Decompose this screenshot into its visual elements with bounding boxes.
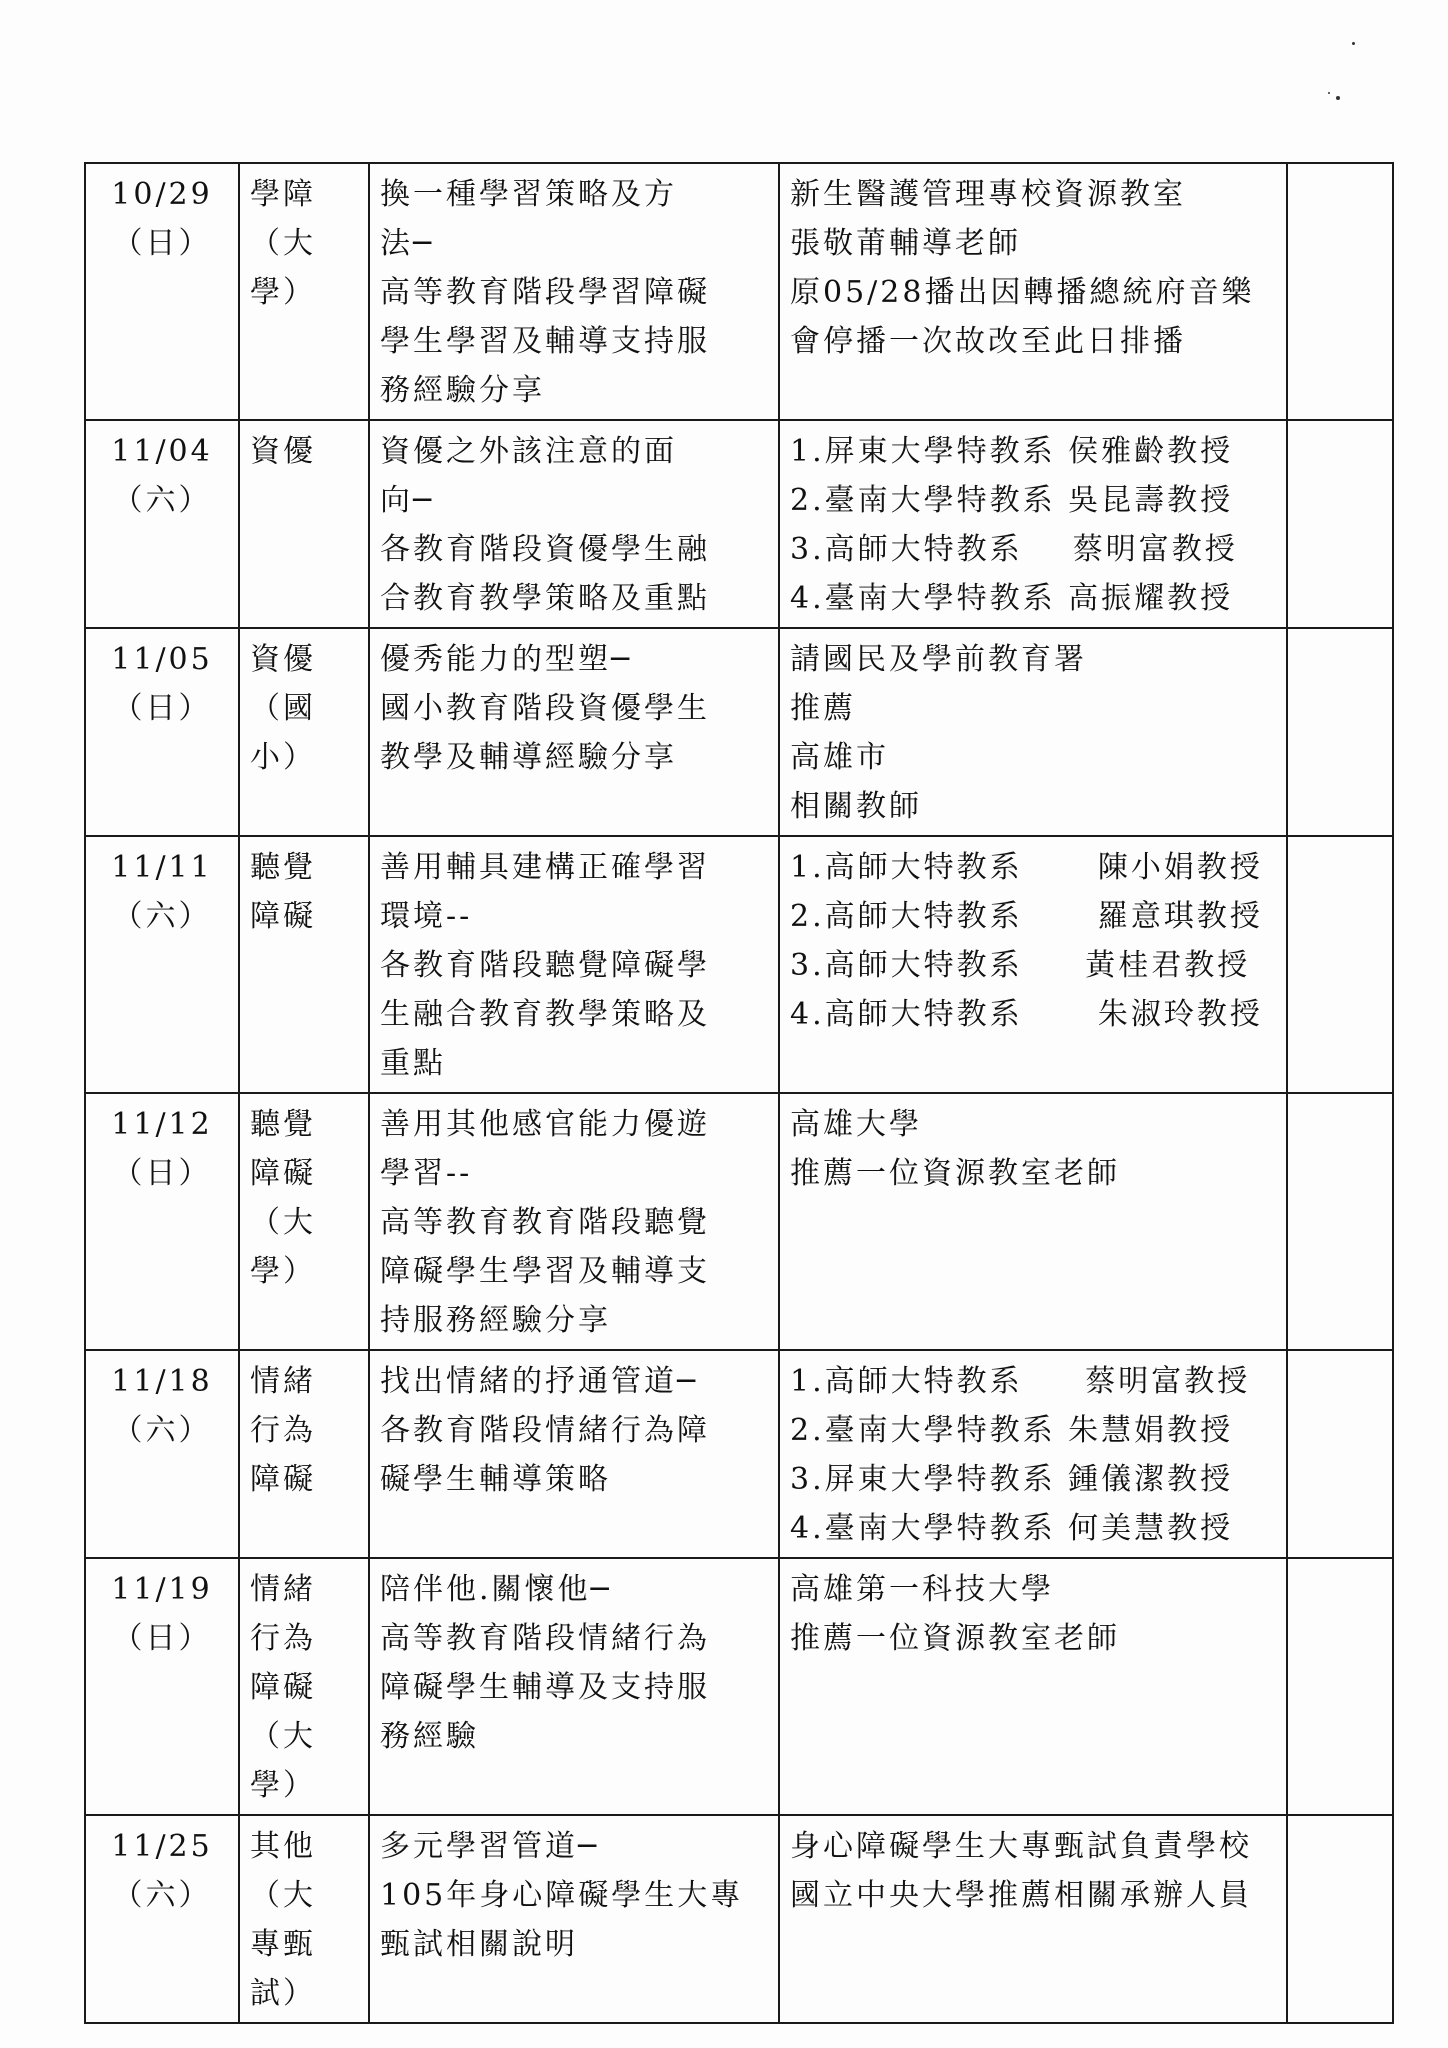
date-text: 11/19 bbox=[111, 1572, 213, 1607]
date-text: 11/05 bbox=[111, 642, 213, 677]
category-line: 障礙 bbox=[250, 899, 316, 934]
date-cell bbox=[85, 163, 239, 420]
scan-speck bbox=[1336, 96, 1340, 100]
category-line: 情緒 bbox=[250, 1364, 316, 1399]
speaker-line: 新生醫護管理專校資源教室 bbox=[790, 177, 1186, 212]
speaker-line: 3.高師大特教系 蔡明富教授 bbox=[790, 532, 1238, 567]
schedule-row bbox=[85, 836, 1393, 1093]
speaker-line: 1.高師大特教系 蔡明富教授 bbox=[790, 1364, 1251, 1399]
speaker-line: 推薦一位資源教室老師 bbox=[790, 1621, 1120, 1656]
topic-cell bbox=[369, 1558, 779, 1815]
date-cell bbox=[85, 628, 239, 836]
speaker-line: 推薦一位資源教室老師 bbox=[790, 1156, 1120, 1191]
speaker-line: 推薦 bbox=[790, 691, 856, 726]
schedule-row bbox=[85, 1558, 1393, 1815]
category-line: （大 bbox=[250, 1878, 316, 1913]
speaker-line: 3.高師大特教系 黃桂君教授 bbox=[790, 948, 1251, 983]
category-cell bbox=[239, 1815, 369, 2023]
topic-line: 教學及輔導經驗分享 bbox=[380, 740, 677, 775]
note-cell bbox=[1287, 1558, 1393, 1815]
topic-line: 國小教育階段資優學生 bbox=[380, 691, 710, 726]
topic-line: 環境-- bbox=[380, 899, 473, 934]
topic-cell bbox=[369, 628, 779, 836]
weekday-text: （六） bbox=[112, 483, 212, 518]
schedule-row bbox=[85, 1350, 1393, 1558]
category-cell bbox=[239, 420, 369, 628]
topic-line: 合教育教學策略及重點 bbox=[380, 581, 710, 616]
speaker-line: 會停播一次故改至此日排播 bbox=[790, 324, 1186, 359]
topic-line: 務經驗分享 bbox=[380, 373, 545, 408]
speaker-line: 4.高師大特教系 朱淑玲教授 bbox=[790, 997, 1263, 1032]
topic-line: 重點 bbox=[380, 1046, 446, 1081]
topic-line: 生融合教育教學策略及 bbox=[380, 997, 710, 1032]
topic-line: 善用其他感官能力優遊 bbox=[380, 1107, 710, 1142]
category-line: 障礙 bbox=[250, 1156, 316, 1191]
date-text: 11/12 bbox=[111, 1107, 213, 1142]
category-line: （大 bbox=[250, 1205, 316, 1240]
note-cell bbox=[1287, 1093, 1393, 1350]
topic-line: 礙學生輔導策略 bbox=[380, 1462, 611, 1497]
speaker-line: 2.高師大特教系 羅意琪教授 bbox=[790, 899, 1263, 934]
category-line: 聽覺 bbox=[250, 850, 316, 885]
category-line: 資優 bbox=[250, 642, 316, 677]
schedule-row bbox=[85, 1093, 1393, 1350]
speaker-line: 1.高師大特教系 陳小娟教授 bbox=[790, 850, 1263, 885]
speaker-line: 身心障礙學生大專甄試負責學校 bbox=[790, 1829, 1252, 1864]
topic-cell bbox=[369, 420, 779, 628]
topic-line: 各教育階段資優學生融 bbox=[380, 532, 710, 567]
broadcast-schedule-table bbox=[84, 162, 1394, 2024]
schedule-row bbox=[85, 628, 1393, 836]
date-text: 10/29 bbox=[111, 177, 213, 212]
category-line: （大 bbox=[250, 226, 316, 261]
category-cell bbox=[239, 836, 369, 1093]
speaker-line: 原05/28播出因轉播總統府音樂 bbox=[790, 275, 1255, 310]
topic-line: 多元學習管道─ bbox=[380, 1829, 600, 1864]
topic-line: 高等教育階段情緒行為 bbox=[380, 1621, 710, 1656]
category-cell bbox=[239, 1558, 369, 1815]
schedule-body bbox=[85, 163, 1393, 2023]
topic-line: 學習-- bbox=[380, 1156, 473, 1191]
speaker-line: 4.臺南大學特教系 高振耀教授 bbox=[790, 581, 1234, 616]
speaker-line: 國立中央大學推薦相關承辦人員 bbox=[790, 1878, 1252, 1913]
topic-line: 105年身心障礙學生大專 bbox=[380, 1878, 744, 1913]
topic-line: 找出情緒的抒通管道─ bbox=[380, 1364, 699, 1399]
speaker-cell bbox=[779, 1558, 1287, 1815]
note-cell bbox=[1287, 420, 1393, 628]
category-line: 情緒 bbox=[250, 1572, 316, 1607]
schedule-row bbox=[85, 1815, 1393, 2023]
speaker-line: 高雄第一科技大學 bbox=[790, 1572, 1054, 1607]
category-line: 小） bbox=[250, 740, 316, 775]
weekday-text: （日） bbox=[112, 1621, 212, 1656]
topic-line: 高等教育階段學習障礙 bbox=[380, 275, 710, 310]
topic-line: 障礙學生學習及輔導支 bbox=[380, 1254, 710, 1289]
speaker-line: 高雄市 bbox=[790, 740, 889, 775]
note-cell bbox=[1287, 1350, 1393, 1558]
category-cell bbox=[239, 163, 369, 420]
speaker-line: 請國民及學前教育署 bbox=[790, 642, 1087, 677]
category-cell bbox=[239, 1350, 369, 1558]
category-line: 學） bbox=[250, 1768, 316, 1803]
speaker-cell bbox=[779, 163, 1287, 420]
category-line: 資優 bbox=[250, 434, 316, 469]
topic-line: 資優之外該注意的面 bbox=[380, 434, 677, 469]
speaker-cell bbox=[779, 1815, 1287, 2023]
category-line: 學障 bbox=[250, 177, 316, 212]
speaker-line: 1.屏東大學特教系 侯雅齡教授 bbox=[790, 434, 1234, 469]
topic-line: 高等教育教育階段聽覺 bbox=[380, 1205, 710, 1240]
category-line: 行為 bbox=[250, 1413, 316, 1448]
date-cell bbox=[85, 836, 239, 1093]
note-cell bbox=[1287, 836, 1393, 1093]
category-line: 試） bbox=[250, 1976, 316, 2011]
schedule-row bbox=[85, 163, 1393, 420]
topic-line: 各教育階段情緒行為障 bbox=[380, 1413, 710, 1448]
weekday-text: （日） bbox=[112, 1156, 212, 1191]
category-line: 其他 bbox=[250, 1829, 316, 1864]
topic-line: 務經驗 bbox=[380, 1719, 479, 1754]
scan-speck bbox=[1328, 92, 1330, 94]
category-line: 專甄 bbox=[250, 1927, 316, 1962]
scan-speck bbox=[1352, 42, 1355, 45]
speaker-cell bbox=[779, 1093, 1287, 1350]
speaker-line: 高雄大學 bbox=[790, 1107, 922, 1142]
topic-line: 障礙學生輔導及支持服 bbox=[380, 1670, 710, 1705]
date-cell bbox=[85, 1815, 239, 2023]
weekday-text: （六） bbox=[112, 899, 212, 934]
category-cell bbox=[239, 628, 369, 836]
speaker-line: 3.屏東大學特教系 鍾儀潔教授 bbox=[790, 1462, 1234, 1497]
topic-line: 各教育階段聽覺障礙學 bbox=[380, 948, 710, 983]
topic-line: 優秀能力的型塑─ bbox=[380, 642, 633, 677]
topic-line: 甄試相關說明 bbox=[380, 1927, 578, 1962]
category-line: （大 bbox=[250, 1719, 316, 1754]
date-text: 11/04 bbox=[111, 434, 213, 469]
category-line: 學） bbox=[250, 275, 316, 310]
weekday-text: （六） bbox=[112, 1878, 212, 1913]
weekday-text: （六） bbox=[112, 1413, 212, 1448]
note-cell bbox=[1287, 163, 1393, 420]
date-text: 11/25 bbox=[111, 1829, 213, 1864]
topic-line: 陪伴他.關懷他─ bbox=[380, 1572, 612, 1607]
topic-line: 向─ bbox=[380, 483, 435, 518]
topic-line: 換一種學習策略及方 bbox=[380, 177, 677, 212]
speaker-line: 張敬莆輔導老師 bbox=[790, 226, 1021, 261]
note-cell bbox=[1287, 628, 1393, 836]
date-text: 11/11 bbox=[111, 850, 213, 885]
topic-line: 持服務經驗分享 bbox=[380, 1303, 611, 1338]
speaker-line: 2.臺南大學特教系 朱慧娟教授 bbox=[790, 1413, 1234, 1448]
category-line: 學） bbox=[250, 1254, 316, 1289]
topic-cell bbox=[369, 836, 779, 1093]
category-line: 障礙 bbox=[250, 1462, 316, 1497]
topic-cell bbox=[369, 1350, 779, 1558]
topic-line: 法─ bbox=[380, 226, 435, 261]
weekday-text: （日） bbox=[112, 691, 212, 726]
date-text: 11/18 bbox=[111, 1364, 213, 1399]
speaker-cell bbox=[779, 628, 1287, 836]
date-cell bbox=[85, 1350, 239, 1558]
date-cell bbox=[85, 420, 239, 628]
speaker-cell bbox=[779, 1350, 1287, 1558]
speaker-line: 2.臺南大學特教系 吳昆壽教授 bbox=[790, 483, 1234, 518]
category-line: 障礙 bbox=[250, 1670, 316, 1705]
speaker-line: 相關教師 bbox=[790, 789, 922, 824]
topic-line: 學生學習及輔導支持服 bbox=[380, 324, 710, 359]
category-line: 聽覺 bbox=[250, 1107, 316, 1142]
speaker-line: 4.臺南大學特教系 何美慧教授 bbox=[790, 1511, 1234, 1546]
topic-cell bbox=[369, 1815, 779, 2023]
speaker-cell bbox=[779, 836, 1287, 1093]
date-cell bbox=[85, 1093, 239, 1350]
date-cell bbox=[85, 1558, 239, 1815]
category-line: （國 bbox=[250, 691, 316, 726]
speaker-cell bbox=[779, 420, 1287, 628]
category-line: 行為 bbox=[250, 1621, 316, 1656]
category-cell bbox=[239, 1093, 369, 1350]
note-cell bbox=[1287, 1815, 1393, 2023]
topic-cell bbox=[369, 1093, 779, 1350]
schedule-row bbox=[85, 420, 1393, 628]
topic-line: 善用輔具建構正確學習 bbox=[380, 850, 710, 885]
topic-cell bbox=[369, 163, 779, 420]
weekday-text: （日） bbox=[112, 226, 212, 261]
